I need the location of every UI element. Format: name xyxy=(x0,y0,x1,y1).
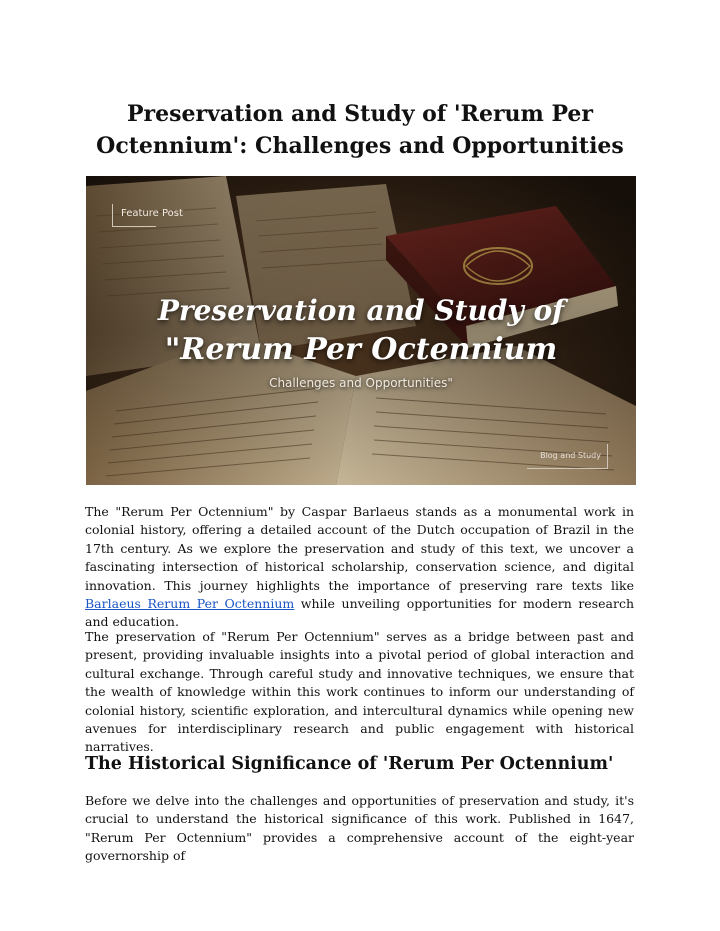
blog-and-study-label: Blog and Study xyxy=(527,444,608,469)
page-title: Preservation and Study of 'Rerum Per Octennium': Challenges and Opportunities xyxy=(96,101,624,159)
hero-image xyxy=(86,176,636,485)
intro-text-before-link: The "Rerum Per Octennium" by Caspar Barlaeus stands as a monumental work in colonial history, offering a detailed account of the Dutch occupation of Brazil in the 17th century. As we explore the preservation and study of this text, we uncover a fascinating intersection of historical scholarship, conservation science, and digital innovation. This journey highlights the importance of preserving rare texts like xyxy=(85,504,634,593)
section-heading: The Historical Significance of 'Rerum Per Octennium' xyxy=(85,754,614,774)
hero-headline-line2: "Rerum Per Octennium xyxy=(164,332,558,367)
feature-post-label: Feature Post xyxy=(112,204,183,226)
intro-text-after-link: while unveiling opportunities for modern research and education. xyxy=(85,596,634,630)
barlaeus-link[interactable]: Barlaeus Rerum Per Octennium xyxy=(85,596,295,612)
intro-paragraph xyxy=(85,503,634,632)
bridge-paragraph: The preservation of "Rerum Per Octennium" serves as a bridge between past and present, providing invaluable insights into a pivotal period of global interaction and cultural exchange. Through careful study and innovative techniques, we ensure that the wealth of knowledge within this work continues to inform our understanding of colonial history, scientific exploration, and intercultural dynamics while opening new avenues for interdisciplinary research and public engagement with historical narratives. xyxy=(85,629,634,755)
hero-headline-line1: Preservation and Study of xyxy=(157,294,565,327)
hero-subtitle: Challenges and Opportunities" xyxy=(269,376,453,390)
feature-post-rule xyxy=(112,226,156,227)
significance-paragraph: Before we delve into the challenges and opportunities of preservation and study, it's crucial to understand the historical significance of this work. Published in 1647, "Rerum Per Octennium" provides a comprehensive account of the eight-year governorship of xyxy=(85,793,634,864)
